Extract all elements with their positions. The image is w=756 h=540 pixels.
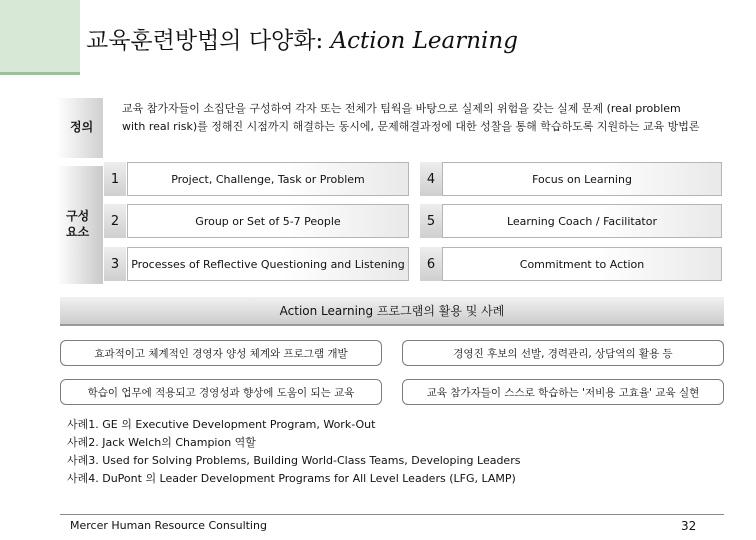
footer-divider (60, 514, 724, 515)
section-band-title: Action Learning 프로그램의 활용 및 사례 (60, 297, 724, 326)
component-number-5: 5 (420, 204, 442, 238)
case-item: 사례4. DuPont 의 Leader Development Programs for All Level Leaders (LFG, LAMP) (67, 472, 516, 485)
component-number-3: 3 (104, 247, 126, 281)
component-box-4: Focus on Learning (442, 162, 722, 196)
title-english: Action Learning (330, 28, 518, 54)
corner-decoration (0, 0, 80, 72)
definition-label: 정의 (70, 120, 94, 134)
slide-title (86, 22, 518, 55)
use-item-1: 효과적이고 체계적인 경영자 양성 체계와 프로그램 개발 (60, 340, 382, 366)
component-box-2: Group or Set of 5-7 People (127, 204, 409, 238)
case-item: 사례2. Jack Welch의 Champion 역할 (67, 436, 256, 449)
component-box-5: Learning Coach / Facilitator (442, 204, 722, 238)
title-korean: 교육훈련방법의 다양화: (86, 28, 324, 54)
case-list (67, 416, 520, 488)
corner-divider (0, 72, 80, 75)
component-number-1: 1 (104, 162, 126, 196)
footer-company: Mercer Human Resource Consulting (70, 519, 267, 532)
case-item: 사례1. GE 의 Executive Development Program, Work-Out (67, 418, 376, 431)
use-item-3: 학습이 업무에 적용되고 경영성과 향상에 도움이 되는 교육 (60, 379, 382, 405)
component-number-2: 2 (104, 204, 126, 238)
component-number-6: 6 (420, 247, 442, 281)
use-item-2: 경영진 후보의 선발, 경력관리, 상담역의 활용 등 (402, 340, 724, 366)
page-number: 32 (681, 519, 697, 533)
components-label: 구성요소 (66, 209, 90, 239)
component-box-6: Commitment to Action (442, 247, 722, 281)
use-item-4: 교육 참가자들이 스스로 학습하는 '저비용 고효율' 교육 실현 (402, 379, 724, 405)
component-number-4: 4 (420, 162, 442, 196)
definition-text: 교육 참가자들이 소집단을 구성하여 각자 또는 전체가 팀웍을 바탕으로 실제의 위험을 갖는 실제 문제 (real problem with real risk)를 정해진 시점까지 해결하는 동시에, 문제해결과정에 대한 성찰을 통해 학습하도록 지원하는 교육 방법론 (122, 102, 700, 133)
component-box-1: Project, Challenge, Task or Problem (127, 162, 409, 196)
component-box-3: Processes of Reflective Questioning and Listening (127, 247, 409, 281)
case-item: 사례3. Used for Solving Problems, Building World-Class Teams, Developing Leaders (67, 454, 521, 467)
